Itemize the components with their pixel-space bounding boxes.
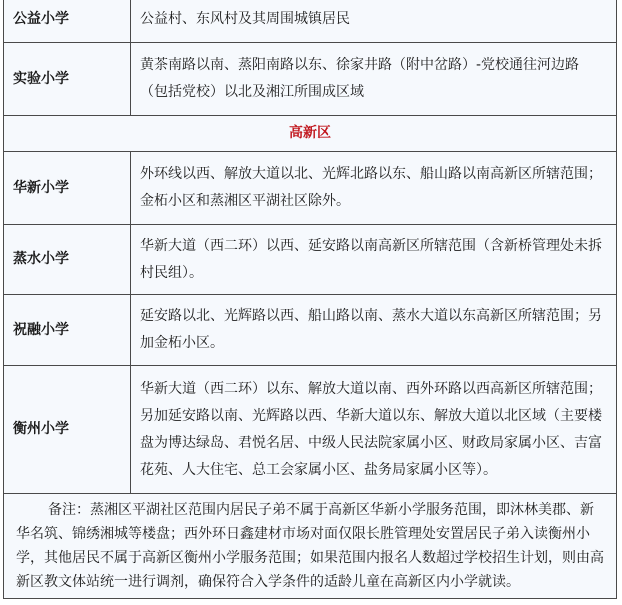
table-row — [4, 152, 617, 225]
note-text: 备注：蒸湘区平湖社区范围内居民子弟不属于高新区华新小学服务范围，即沐林美郡、新华名筑、锦绣湘城等楼盘；西外环日鑫建材市场对面仅限长胜管理处安置居民子弟入读衡州小学，其他居民不属于高新区衡州小学服务范围；如果范围内报名人数超过学校招生计划，则由高新区教文体站统一进行调剂，确保符合入学条件的适龄儿童在高新区内小学就读。 — [4, 494, 617, 599]
table-row — [4, 43, 617, 116]
school-name: 蒸水小学 — [4, 225, 131, 295]
table-row — [4, 0, 617, 43]
school-district-table — [3, 0, 617, 599]
table-row — [4, 225, 617, 295]
district-description: 外环线以西、解放大道以北、光辉北路以东、船山路以南高新区所辖范围；金柘小区和蒸湘区平湖社区除外。 — [131, 152, 617, 225]
district-description: 黄茶南路以南、蒸阳南路以东、徐家井路（附中岔路）-党校通往河边路（包括党校）以北及湘江所围成区域 — [131, 43, 617, 116]
section-row — [4, 116, 617, 152]
school-name: 祝融小学 — [4, 295, 131, 366]
school-name: 实验小学 — [4, 43, 131, 116]
section-title: 高新区 — [4, 116, 617, 152]
school-name: 华新小学 — [4, 152, 131, 225]
district-description: 华新大道（西二环）以东、解放大道以南、西外环路以西高新区所辖范围；另加延安路以南、光辉路以西、华新大道以东、解放大道以北区域（主要楼盘为博达绿岛、君悦名居、中级人民法院家属小区、财政局家属小区、吉富花苑、人大住宅、总工会家属小区、盐务局家属小区等）。 — [131, 366, 617, 494]
district-description: 公益村、东风村及其周围城镇居民 — [131, 0, 617, 43]
note-row — [4, 494, 617, 599]
school-name: 公益小学 — [4, 0, 131, 43]
district-description: 华新大道（西二环）以西、延安路以南高新区所辖范围（含新桥管理处未拆村民组）。 — [131, 225, 617, 295]
table-row — [4, 366, 617, 494]
district-description: 延安路以北、光辉路以西、船山路以南、蒸水大道以东高新区所辖范围；另加金柘小区。 — [131, 295, 617, 366]
table-row — [4, 295, 617, 366]
school-name: 衡州小学 — [4, 366, 131, 494]
